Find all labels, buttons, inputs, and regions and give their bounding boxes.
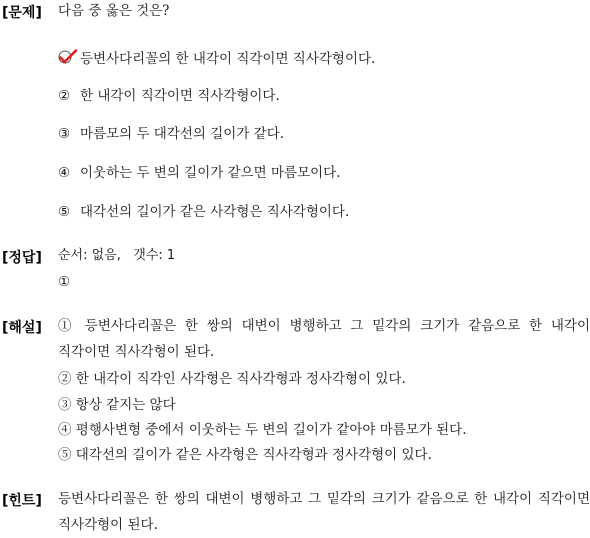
option-3 [58, 125, 284, 143]
option-2-number: ② [58, 88, 71, 104]
option-5 [58, 203, 349, 221]
option-3-number: ③ [58, 126, 71, 142]
check-mark-icon [58, 49, 80, 65]
explanation-tag: [해설] [2, 320, 42, 336]
hint-tag: [힌트] [2, 493, 42, 509]
option-3-text: 마름모의 두 대각선의 길이가 같다. [80, 126, 285, 142]
question-prompt: 다음 중 옳은 것은? [58, 3, 170, 19]
option-2-text: 한 내각이 직각이면 직사각형이다. [80, 88, 280, 104]
question-tag: [문제] [2, 5, 42, 21]
explanation-line-4: ④ 평행사변형 중에서 이웃하는 두 변의 길이가 같아야 마름모가 된다. [58, 422, 467, 438]
option-1-text: 등변사다리꼴의 한 내각이 직각이면 직사각형이다. [80, 51, 376, 67]
answer-tag: [정답] [2, 250, 42, 266]
hint-text: 등변사다리꼴은 한 쌍의 대변이 병행하고 그 밑각의 크기가 같음으로 한 내각이 직각이면 직사각형이 된다. [58, 491, 590, 533]
option-2 [58, 87, 280, 105]
option-1 [58, 47, 375, 68]
explanation-line-5: ⑤ 대각선의 길이가 같은 사각형은 직사각형과 정사각형이 있다. [58, 447, 432, 463]
explanation-line-3: ③ 항상 같지는 않다 [58, 397, 176, 413]
explanation-line-2: ② 한 내각이 직각인 사각형은 직사각형과 정사각형이 있다. [58, 371, 406, 387]
option-4-number: ④ [58, 165, 71, 181]
option-5-text: 대각선의 길이가 같은 사각형은 직사각형이다. [80, 204, 350, 220]
explanation-line-1: ① 등변사다리꼴은 한 쌍의 대변이 병행하고 그 밑각의 크기가 같음으로 한 내각이 직각이면 직사각형이 된다. [58, 318, 590, 360]
option-5-number: ⑤ [58, 204, 71, 220]
option-4 [58, 164, 341, 182]
answer-meta: 순서: 없음, 갯수: 1 [58, 248, 176, 263]
answer-value: ① [58, 274, 71, 290]
option-4-text: 이웃하는 두 변의 길이가 같으면 마름모이다. [80, 165, 341, 181]
